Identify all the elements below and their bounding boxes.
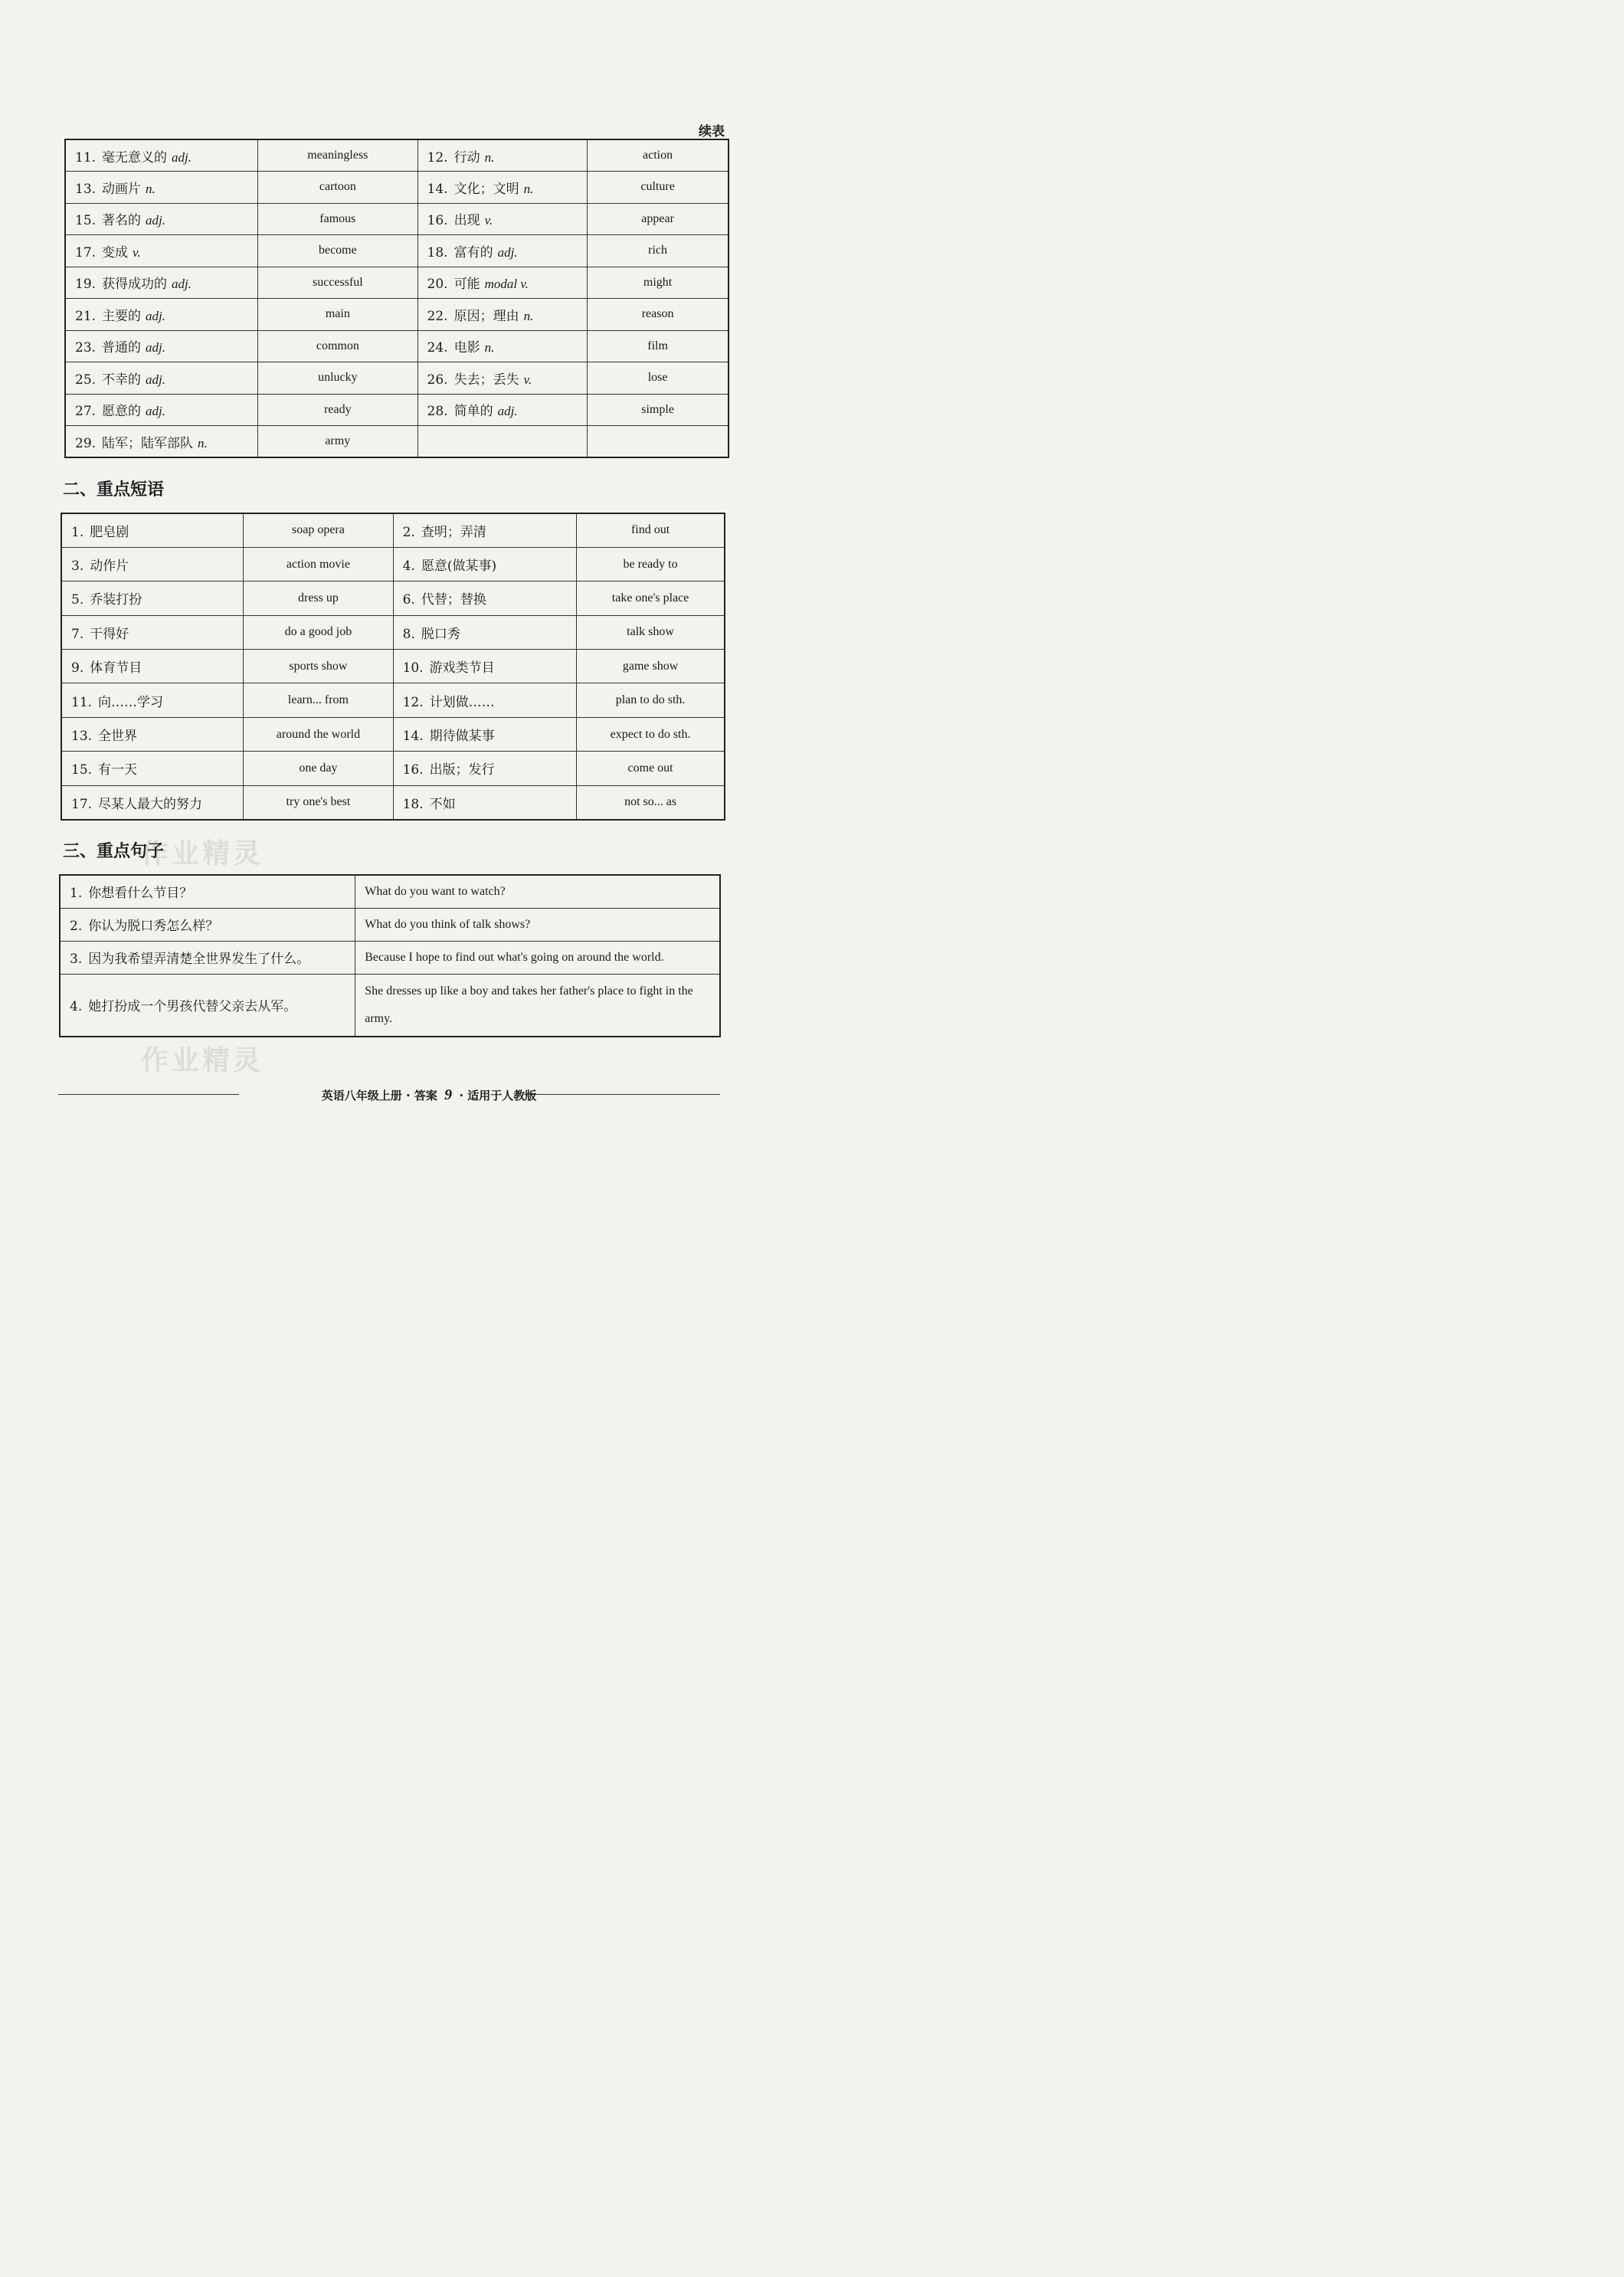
chinese-term: 文化；文明 (453, 181, 519, 197)
chinese-sentence: 你想看什么节目？ (88, 886, 193, 902)
vocab-chinese-cell (417, 235, 588, 267)
item-number: 23. (75, 340, 97, 356)
vocab-english-cell: become (258, 235, 417, 267)
vocab-chinese-cell (65, 203, 258, 235)
item-number: 25. (75, 372, 97, 388)
part-of-speech: n. (523, 181, 534, 196)
phrase-chinese-cell (61, 717, 244, 751)
item-number: 15. (75, 213, 97, 229)
vocab-chinese-cell (417, 330, 588, 362)
vocab-english-cell: main (258, 299, 417, 331)
sentence-row (60, 875, 720, 908)
item-number: 11. (71, 694, 93, 710)
vocab-chinese-cell (65, 235, 258, 267)
chinese-term: 简单的 (453, 404, 493, 420)
item-number: 2. (70, 919, 83, 934)
vocab-row (65, 235, 729, 267)
sentence-english-cell: What do you think of talk shows? (355, 908, 720, 941)
phrase-english-cell: one day (244, 752, 393, 785)
vocab-english-cell: meaningless (258, 139, 417, 172)
sentence-chinese-cell (60, 908, 355, 941)
vocab-english-cell: famous (258, 203, 417, 235)
chinese-phrase: 全世界 (98, 729, 138, 745)
sentence-english-cell: What do you want to watch? (355, 875, 720, 908)
part-of-speech: adj. (146, 340, 166, 355)
part-of-speech: adj. (497, 404, 518, 419)
chinese-term: 著名的 (102, 213, 142, 229)
vocab-chinese-cell (65, 172, 258, 204)
item-number: 5. (71, 592, 84, 608)
chinese-term: 出现 (453, 213, 480, 229)
vocab-chinese-cell (417, 267, 588, 299)
vocab-english-cell: might (588, 267, 729, 299)
chinese-term: 原因；理由 (453, 308, 519, 324)
part-of-speech: adj. (172, 277, 192, 292)
phrase-english-cell: learn... from (244, 683, 393, 717)
part-of-speech: n. (484, 149, 495, 165)
phrase-english-cell: talk show (577, 615, 725, 649)
sentence-chinese-cell (60, 875, 355, 908)
phrases-heading: 二、重点短语 (63, 480, 165, 500)
key-sentences-table (59, 874, 721, 1037)
item-number: 10. (402, 660, 424, 677)
phrase-english-cell: sports show (244, 650, 393, 683)
vocab-chinese-cell (65, 330, 258, 362)
chinese-phrase: 期待做某事 (429, 729, 495, 745)
chinese-term: 富有的 (453, 244, 493, 260)
chinese-term: 不幸的 (102, 372, 142, 388)
part-of-speech: n. (484, 340, 495, 355)
phrase-chinese-cell (393, 582, 577, 615)
item-number: 18. (402, 796, 424, 812)
chinese-phrase: 脱口秀 (421, 626, 460, 642)
chinese-term: 变成 (102, 244, 129, 260)
vocab-row (65, 330, 729, 362)
vocab-chinese-cell (417, 426, 588, 458)
sentence-chinese-cell (60, 941, 355, 974)
item-number: 11. (75, 149, 97, 165)
phrase-chinese-cell (393, 785, 577, 819)
part-of-speech: adj. (172, 149, 192, 165)
phrase-chinese-cell (393, 683, 577, 717)
chinese-phrase: 动作片 (90, 559, 129, 575)
chinese-sentence: 她打扮成一个男孩代替父亲去从军。 (88, 999, 297, 1015)
vocab-english-cell: lose (588, 362, 729, 395)
item-number: 24. (427, 340, 448, 356)
phrase-english-cell: take one's place (577, 582, 725, 615)
sentence-english-cell: She dresses up like a boy and takes her father's place to fight in the army. (355, 974, 720, 1037)
item-number: 18. (427, 244, 448, 260)
chinese-phrase: 尽某人最大的努力 (98, 796, 203, 812)
phrase-english-cell: game show (577, 650, 725, 683)
chinese-phrase: 游戏类节目 (429, 660, 495, 677)
item-number: 4. (70, 999, 83, 1015)
part-of-speech: adj. (497, 244, 518, 260)
item-number: 1. (71, 524, 84, 540)
vocab-row (65, 203, 729, 235)
part-of-speech: v. (133, 244, 141, 260)
chinese-phrase: 体育节目 (90, 660, 142, 677)
chinese-phrase: 干得好 (90, 626, 129, 642)
item-number: 21. (75, 308, 97, 324)
phrase-english-cell: plan to do sth. (577, 683, 725, 717)
phrase-chinese-cell (393, 650, 577, 683)
item-number: 12. (402, 694, 424, 710)
vocab-chinese-cell (65, 267, 258, 299)
item-number: 28. (427, 404, 448, 420)
footer-book-title: 英语八年级上册 · 答案 (321, 1089, 437, 1102)
part-of-speech: v. (523, 372, 532, 387)
phrase-english-cell: dress up (244, 582, 393, 615)
chinese-sentence: 因为我希望弄清楚全世界发生了什么。 (88, 952, 310, 967)
vocab-english-cell: cartoon (258, 172, 417, 204)
item-number: 16. (427, 213, 448, 229)
item-number: 2. (402, 524, 415, 540)
item-number: 7. (71, 626, 84, 642)
part-of-speech: adj. (146, 213, 166, 228)
watermark: 作业精灵 (141, 838, 264, 870)
phrase-english-cell: find out (577, 513, 725, 547)
phrase-chinese-cell (393, 752, 577, 785)
item-number: 20. (427, 277, 448, 293)
vocab-chinese-cell (65, 426, 258, 458)
item-number: 19. (75, 277, 97, 293)
chinese-phrase: 出版；发行 (429, 762, 495, 778)
vocab-english-cell: ready (258, 394, 417, 426)
item-number: 13. (71, 729, 93, 745)
sentences-heading: 三、重点句子 (63, 842, 165, 861)
chinese-term: 动画片 (102, 181, 142, 197)
chinese-phrase: 乔装打扮 (90, 592, 142, 608)
chinese-phrase: 查明；弄清 (421, 524, 486, 540)
sentence-chinese-cell (60, 974, 355, 1037)
vocab-english-cell: simple (588, 394, 729, 426)
phrase-chinese-cell (61, 547, 244, 581)
page-number: 9 (444, 1086, 453, 1103)
chinese-sentence: 你认为脱口秀怎么样？ (88, 919, 219, 934)
vocab-row (65, 139, 729, 172)
part-of-speech: adj. (146, 404, 166, 419)
phrase-english-cell: around the world (244, 717, 393, 751)
phrase-row (61, 650, 725, 683)
vocab-chinese-cell (65, 299, 258, 331)
phrase-chinese-cell (393, 513, 577, 547)
item-number: 3. (71, 559, 84, 575)
phrase-chinese-cell (393, 547, 577, 581)
chinese-term: 主要的 (102, 308, 142, 324)
continued-table-label: 续表 (699, 124, 725, 139)
vocab-english-cell: common (258, 330, 417, 362)
chinese-term: 可能 (453, 277, 480, 293)
phrase-chinese-cell (61, 650, 244, 683)
phrase-english-cell: do a good job (244, 615, 393, 649)
vocab-chinese-cell (417, 172, 588, 204)
phrase-chinese-cell (393, 615, 577, 649)
vocab-english-cell: rich (588, 235, 729, 267)
phrase-chinese-cell (61, 752, 244, 785)
sentence-english-cell: Because I hope to find out what's going on around the world. (355, 941, 720, 974)
item-number: 16. (402, 762, 424, 778)
vocab-english-cell: successful (258, 267, 417, 299)
item-number: 26. (427, 372, 448, 388)
item-number: 29. (75, 435, 97, 451)
vocab-row (65, 362, 729, 395)
sentence-row (60, 941, 720, 974)
vocab-english-cell: reason (588, 299, 729, 331)
phrase-row (61, 615, 725, 649)
phrase-row (61, 513, 725, 547)
item-number: 17. (75, 244, 97, 260)
phrase-english-cell: try one's best (244, 785, 393, 819)
phrase-row (61, 717, 725, 751)
chinese-term: 愿意的 (102, 404, 142, 420)
chinese-phrase: 代替；替换 (421, 592, 486, 608)
item-number: 14. (402, 729, 424, 745)
part-of-speech: n. (198, 435, 208, 450)
vocab-english-cell: unlucky (258, 362, 417, 395)
phrase-english-cell: expect to do sth. (577, 717, 725, 751)
phrase-row (61, 582, 725, 615)
vocab-chinese-cell (417, 299, 588, 331)
phrase-row (61, 785, 725, 819)
chinese-phrase: 有一天 (98, 762, 138, 778)
phrase-english-cell: be ready to (577, 547, 725, 581)
chinese-phrase: 肥皂剧 (90, 524, 129, 540)
chinese-phrase: 不如 (429, 796, 456, 812)
chinese-term: 获得成功的 (102, 277, 168, 293)
part-of-speech: n. (146, 181, 156, 196)
item-number: 1. (70, 886, 83, 902)
page-footer (0, 1086, 858, 1104)
phrase-chinese-cell (61, 582, 244, 615)
item-number: 4. (402, 559, 415, 575)
sentence-row (60, 908, 720, 941)
footer-edition: · 适用于人教版 (459, 1089, 537, 1102)
vocab-chinese-cell (65, 139, 258, 172)
phrase-row (61, 683, 725, 717)
vocab-english-cell: appear (588, 203, 729, 235)
vocab-english-cell (588, 426, 729, 458)
sentence-row (60, 974, 720, 1037)
chinese-term: 陆军；陆军部队 (102, 435, 194, 451)
item-number: 15. (71, 762, 93, 778)
vocab-chinese-cell (65, 394, 258, 426)
chinese-term: 电影 (453, 340, 480, 356)
phrase-english-cell: action movie (244, 547, 393, 581)
chinese-term: 行动 (453, 149, 480, 165)
part-of-speech: n. (523, 308, 534, 323)
vocab-english-cell: army (258, 426, 417, 458)
phrase-chinese-cell (61, 785, 244, 819)
phrase-chinese-cell (393, 717, 577, 751)
vocab-chinese-cell (417, 362, 588, 395)
part-of-speech: modal v. (484, 277, 529, 292)
key-phrases-table (61, 513, 725, 821)
item-number: 13. (75, 181, 97, 197)
vocab-chinese-cell (65, 362, 258, 395)
vocab-english-cell: film (588, 330, 729, 362)
part-of-speech: adj. (146, 308, 166, 323)
phrase-chinese-cell (61, 513, 244, 547)
item-number: 12. (427, 149, 448, 165)
vocab-chinese-cell (417, 203, 588, 235)
vocab-row (65, 426, 729, 458)
vocabulary-table (64, 139, 729, 458)
chinese-term: 失去；丢失 (453, 372, 519, 388)
chinese-phrase: 愿意(做某事) (421, 559, 497, 575)
chinese-term: 普通的 (102, 340, 142, 356)
part-of-speech: adj. (146, 372, 166, 387)
item-number: 9. (71, 660, 84, 677)
item-number: 17. (71, 796, 93, 812)
item-number: 14. (427, 181, 448, 197)
chinese-phrase: 向……学习 (98, 694, 164, 710)
item-number: 8. (402, 626, 415, 642)
vocab-chinese-cell (417, 139, 588, 172)
phrase-row (61, 547, 725, 581)
chinese-phrase: 计划做…… (429, 694, 495, 710)
part-of-speech: v. (484, 213, 493, 228)
item-number: 27. (75, 404, 97, 420)
vocab-row (65, 267, 729, 299)
phrase-english-cell: soap opera (244, 513, 393, 547)
phrase-english-cell: come out (577, 752, 725, 785)
phrase-row (61, 752, 725, 785)
phrase-chinese-cell (61, 615, 244, 649)
item-number: 3. (70, 952, 83, 967)
vocab-row (65, 172, 729, 204)
vocab-chinese-cell (417, 394, 588, 426)
vocab-english-cell: action (588, 139, 729, 172)
vocab-row (65, 394, 729, 426)
vocab-english-cell: culture (588, 172, 729, 204)
item-number: 6. (402, 592, 415, 608)
chinese-term: 毫无意义的 (102, 149, 168, 165)
vocab-row (65, 299, 729, 331)
item-number: 22. (427, 308, 448, 324)
watermark: 作业精灵 (141, 1045, 264, 1076)
phrase-chinese-cell (61, 683, 244, 717)
phrase-english-cell: not so... as (577, 785, 725, 819)
